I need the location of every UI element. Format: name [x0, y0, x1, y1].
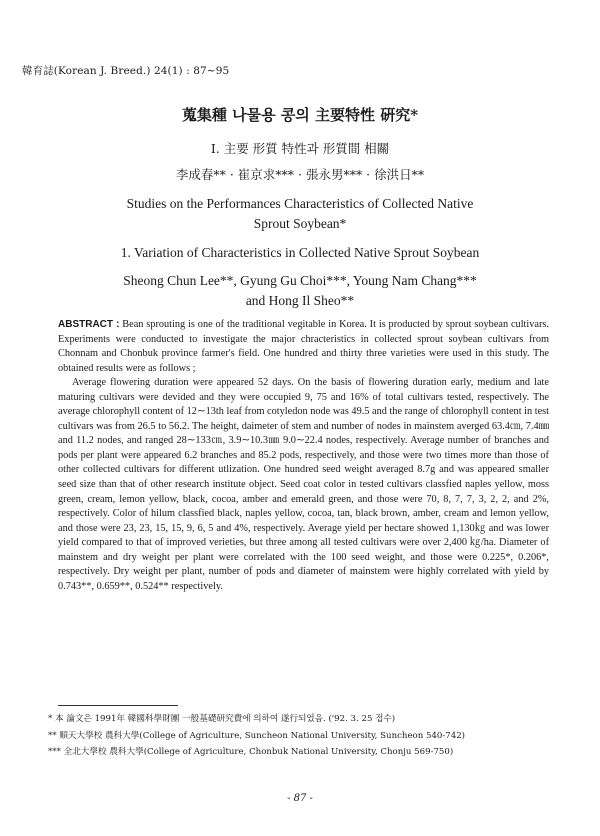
english-authors-line2: and Hong Il Sheo**: [245, 293, 355, 308]
english-title-line2: Sprout Soybean*: [253, 216, 347, 231]
abstract-paragraph-2: Average flowering duration were appeared 52 days. On the basis of flowering duration early, medium and late maturing cultivars were devided and they were occupied 9, 75 and 16% of total cultivars tested, respectively. The average chlorophyll content of 12∼13th leaf from cotyledon node was 49.5 and the range of chlorophyll content in test cultivars was from 26.5 to 56.2. The height, daimeter of stem and number of nodes in mainstem averged 63.4㎝, 7.4㎜ and 11.2 nodes, and ranged 28∼133㎝, 3.9∼10.3㎜ 9.0∼22.4 nodes, respectively. Average number of branches and pods per plant were appeared 6.2 branches and 85.2 pods, respectively, and those were two times more than those of other collected cultivars for different utlization. One hundred seed weight averaged 8.7g and was appeared smaller seed size than that of other research institute object. Seed coat color in tested cultivars classfied naples yellow, moss green, cream, lemon yellow, black, cocoa, amber and emerald green, and those were 70, 8, 7, 7, 3, 2, 2, and 2%, respectively. Color of hilum classfied black, naples yellow, cocoa, tan, black brown, amber, cream and lemon yellow, and those were 23, 23, 15, 15, 9, 6, 5 and 4%, respectively. Average yield per hectare showed 1,130㎏ and was lower yield compared to that of improved verieties, but three among all tested cultivars were over 2,400 ㎏/ha. Diameter of mainstem and dry weight per plant were correlated with the 100 seed weight, and those were 0.225*, 0.206*, respectively. Dry weight per plant, number of pods and diameter of mainstem were highly correlated with yield by 0.743**, 0.659**, 0.524** respectively.: [58, 377, 550, 592]
footnote-affiliation-chonbuk: *** 全北大學校 農科大學(College of Agriculture, Chonbuk National University, Chonju 569-750): [48, 747, 454, 757]
footnote-affiliation-suncheon: ** 順天大學校 農科大學(College of Agriculture, Suncheon National University, Suncheon 540-742): [48, 731, 466, 741]
page-number: - 87 -: [287, 793, 313, 804]
abstract-text-1: Bean sprouting is one of the traditional vegitable in Korea. It is producted by sprout soybean cultivars. Experiments were conducted to investigate the major chracteristics in collected sprout soybean cultivars from Chonnam and Chonbuk province farmer's field. One hundred and thirty three varieties were used in this study. The obtained results were as follows ;: [58, 319, 550, 374]
korean-title: 蒐集種 나물용 콩의 主要特性 硏究*: [181, 106, 419, 124]
english-title-line1: Studies on the Performances Characteristics of Collected Native: [126, 196, 474, 211]
english-title: [0, 194, 600, 234]
korean-subtitle: Ⅰ. 主要 形質 特性과 形質間 相關: [210, 141, 390, 156]
english-subtitle: 1. Variation of Characteristics in Collected Native Sprout Soybean: [120, 245, 480, 260]
abstract-label: ABSTRACT :: [58, 319, 120, 330]
korean-authors: 李成春** · 崔京求*** · 張永男*** · 徐洪日**: [175, 167, 425, 182]
abstract: [58, 318, 549, 594]
footnote-funding: * 本 論文은 1991年 韓國科學財團 一般基礎研究費에 의하여 遂行되었음. ('92. 3. 25 접수): [48, 714, 396, 724]
english-authors-line1: Sheong Chun Lee**, Gyung Gu Choi***, Young Nam Chang***: [123, 273, 477, 288]
footnote-divider: [58, 705, 178, 706]
journal-citation: 韓育誌(Korean J. Breed.) 24(1) : 87∼95: [22, 65, 230, 77]
abstract-paragraph-1: [58, 318, 549, 376]
english-authors: [0, 271, 600, 311]
